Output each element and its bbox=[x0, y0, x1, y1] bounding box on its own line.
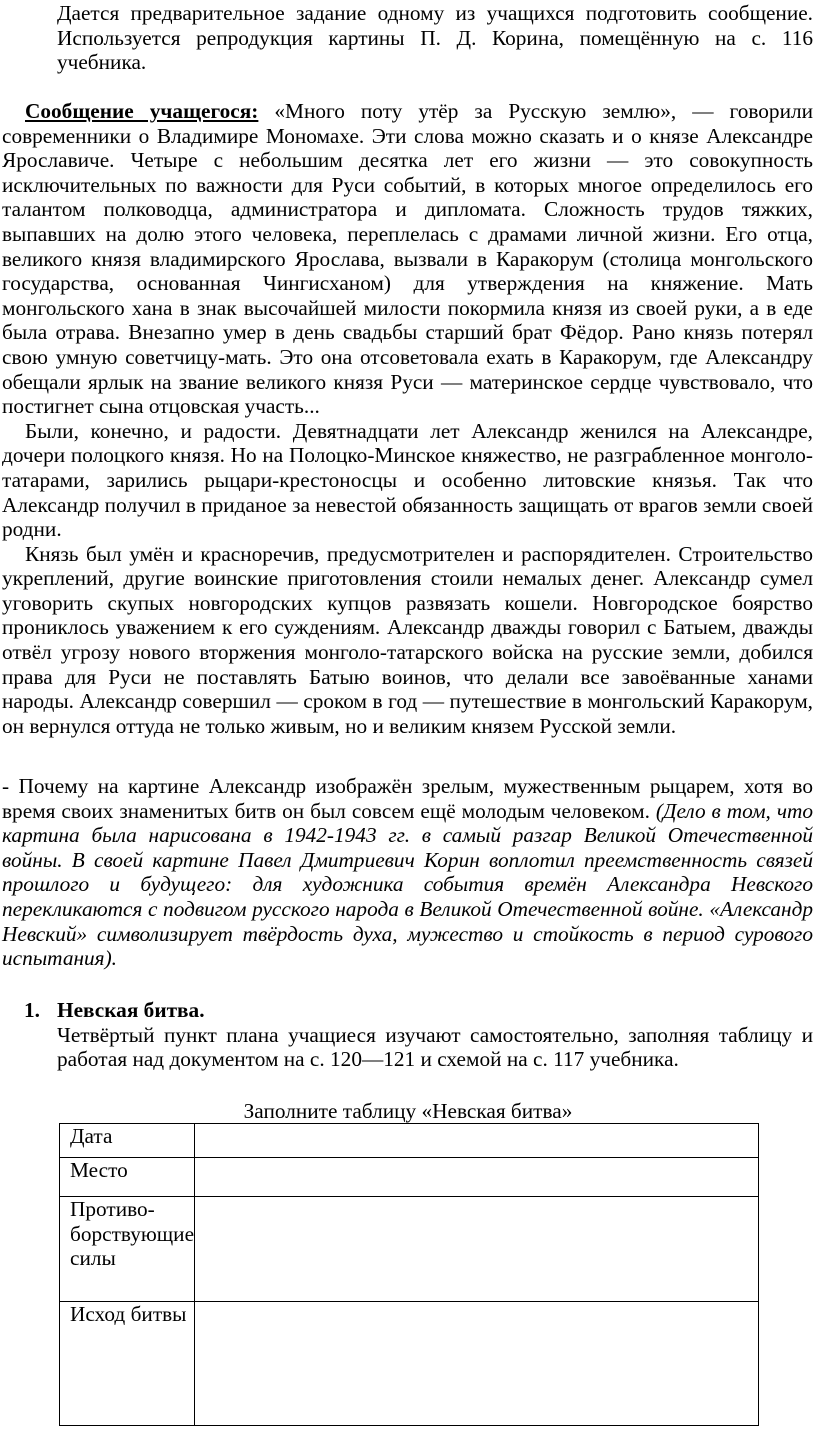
row-label-place: Место bbox=[60, 1158, 195, 1197]
question-paragraph bbox=[2, 774, 813, 971]
section-number: 1. bbox=[24, 998, 40, 1022]
section-text: Четвёртый пункт плана учащиеся изучают самостоятельно, заполняя таблицу и работая над документом на с. 120—121 и схемой на с. 117 учебника. bbox=[57, 1022, 813, 1072]
message-paragraph-3: Князь был умён и красноречив, предусмотрителен и распорядителен. Строительство укреплений, другие воинские приготовления стоили немалых денег. Александр сумел уговорить скупых новгородских купцов развязать кошели. Новгородское боярство прониклось уважением к его суждениям. Александр дважды говорил с Батыем, дважды отвёл угрозу нового вторжения монголо-татарского войска на русские земли, добился права для Руси не поставлять Батыю воинов, что делали все завоёванные ханами народы. Александр совершил — сроком в год — путешествие в монгольский Каракорум, он вернулся оттуда не только живым, но и великим князем Русской земли. bbox=[2, 541, 813, 738]
section-nevsky-battle bbox=[24, 998, 813, 1072]
student-message bbox=[2, 99, 813, 738]
row-label-outcome: Исход битвы bbox=[60, 1302, 195, 1426]
intro-paragraph: Дается предварительное задание одному из учащихся подготовить сообщение. Используется репродукция картины П. Д. Корина, помещённую на с. 116 учебника. bbox=[57, 1, 813, 75]
message-paragraph-2: Были, конечно, и радости. Девятнадцати лет Александр женился на Александре, дочери полоцкого князя. Но на Полоцко-Минское княжество, не разграбленное монголо-татарами, зарились рыцари-крестоносцы и особенно литовские князья. Так что Александр получил в приданое за невестой обязанность защищать от врагов земли своей родни. bbox=[2, 418, 813, 542]
table-row bbox=[60, 1124, 759, 1158]
table-caption: Заполните таблицу «Невская битва» bbox=[243, 1099, 573, 1123]
table-row bbox=[60, 1197, 759, 1302]
question-block bbox=[2, 774, 813, 971]
row-label-forces: Противо-борствующие силы bbox=[60, 1197, 195, 1302]
question-answer: (Дело в том, что картина была нарисована в 1942-1943 гг. в самый разгар Великой Отечественной войны. В своей картине Павел Дмитриевич Корин воплотил преемственность связей прошлого и будущего: для художника события времён Александра Невского перекликаются с подвигом русского народа в Великой Отечественной войне. «Александр Невский» символизирует твёрдость духа, мужество и стойкость в период сурового испытания). bbox=[2, 798, 814, 971]
row-value-place[interactable] bbox=[195, 1158, 759, 1197]
question-text: - Почему на картине Александр изображён зрелым, мужественным рыцарем, хотя во время своих знаменитых битв он был совсем ещё молодым человеком. bbox=[2, 774, 813, 823]
message-paragraph-1 bbox=[2, 99, 813, 419]
section-title: Невская битва. bbox=[57, 998, 205, 1022]
row-value-outcome[interactable] bbox=[195, 1302, 759, 1426]
row-value-forces[interactable] bbox=[195, 1197, 759, 1302]
nevsky-battle-table bbox=[59, 1123, 759, 1426]
table-row bbox=[60, 1158, 759, 1197]
row-value-date[interactable] bbox=[195, 1124, 759, 1158]
row-label-date: Дата bbox=[60, 1124, 195, 1158]
table-row bbox=[60, 1302, 759, 1426]
message-paragraph-1-text: «Много поту утёр за Русскую землю», — говорили современники о Владимире Мономахе. Эти слова можно сказать и о князе Александре Ярославиче. Четыре с небольшим десятка лет его жизни — это совокупность исключительных по важности для Руси событий, в которых многое определилось его талантом полководца, администратора и дипломата. Сложность трудов тяжких, выпавших на долю этого человека, переплелась с драмами личной жизни. Его отца, великого князя владимирского Ярослава, вызвали в Каракорум (столица монгольского государства, основанная Чингисханом) для утверждения на княжение. Мать монгольского хана в знак высочайшей милости покормила князя из своей руки, а в еде была отрава. Внезапно умер в день свадьбы старший брат Фёдор. Рано князь потерял свою умную советчицу-мать. Это она отсоветовала ехать в Каракорум, где Александру обещали ярлык на звание великого князя Руси — материнское сердце чувствовало, что постигнет сына отцовская участь... bbox=[2, 99, 814, 419]
message-label: Сообщение учащегося: bbox=[25, 99, 259, 123]
section-heading bbox=[24, 998, 813, 1023]
